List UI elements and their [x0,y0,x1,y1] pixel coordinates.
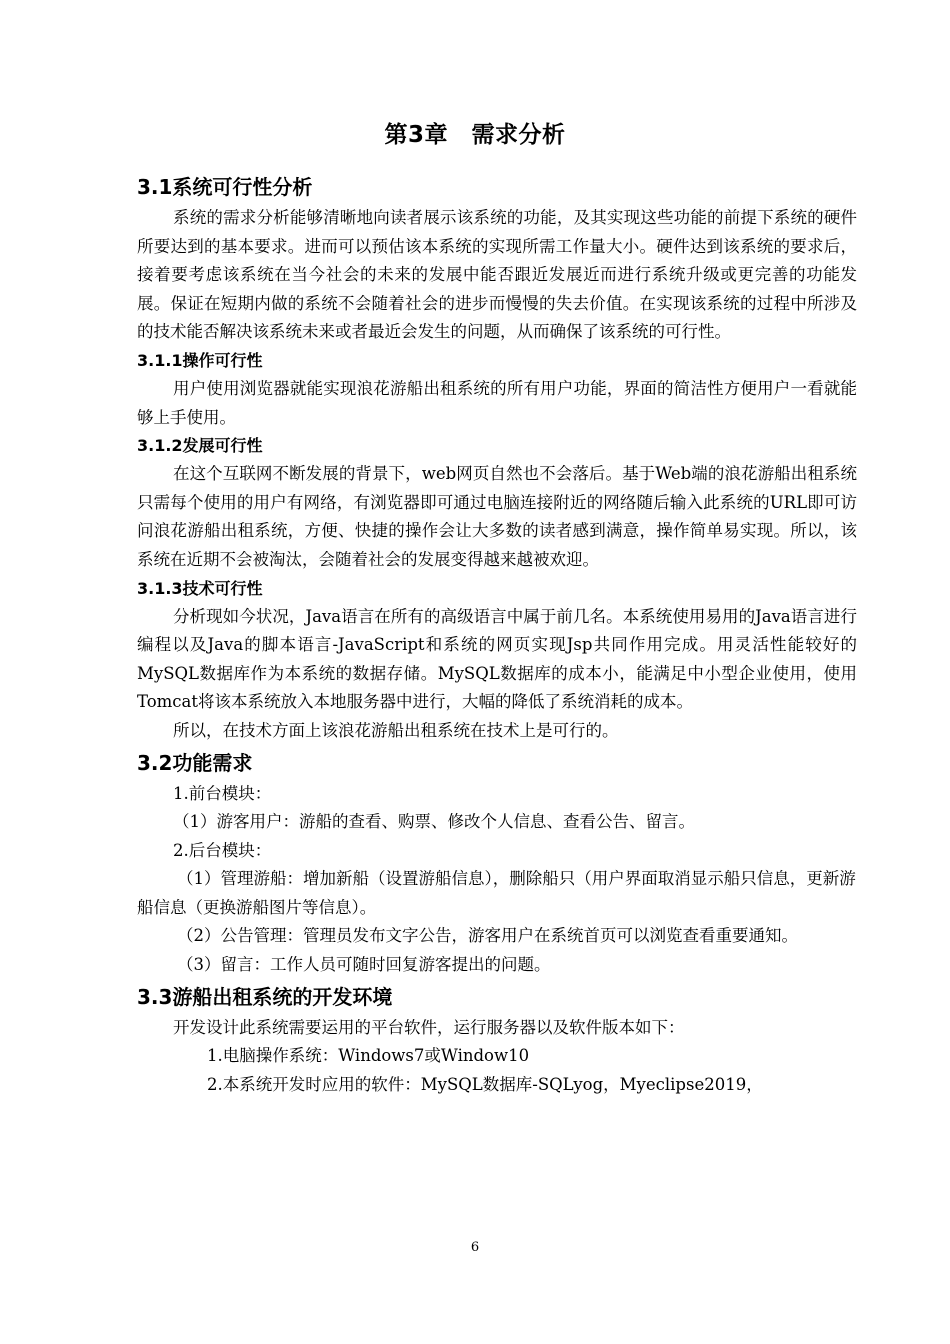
section-3-1-2-heading: 3.1.2发展可行性 [137,436,263,456]
back-module-item-2: （2）公告管理：管理员发布文字公告，游客用户在系统首页可以浏览查看重要通知。 [177,926,798,946]
section-3-1-3-heading: 3.1.3技术可行性 [137,578,263,598]
front-module-label: 1.前台模块： [173,783,272,803]
dev-env-item-2: 2.本系统开发时应用的软件：MySQL数据库-SQLyog，Myeclipse2019， [207,1074,763,1094]
chapter-title: 第3章 需求分析 [384,122,566,148]
section-3-2-heading: 3.2功能需求 [137,750,253,775]
back-module-label: 2.后台模块： [173,840,272,860]
section-3-1-paragraph: 系统的需求分析能够清晰地向读者展示该系统的功能，及其实现这些功能的前提下系统的硬件所要达到的基本要求。进而可以预估该本系统的实现所需工作量大小。硬件达到该系统的要求后，接着要考虑该系统在当今社会的未来的发展中能否跟近发展近而进行系统升级或更完善的功能发展。保证在短期内做的系统不会随着社会的进步而慢慢的失去价值。在实现该系统的过程中所涉及的技术能否解决该系统未来或者最近会发生的问题，从而确保了该系统的可行性。 [137,208,857,342]
section-3-1-1-heading: 3.1.1操作可行性 [137,350,263,370]
section-3-1-3-paragraph-2: 所以，在技术方面上该浪花游船出租系统在技术上是可行的。 [173,720,619,740]
section-3-1-2-paragraph: 在这个互联网不断发展的背景下，web网页自然也不会落后。基于Web端的浪花游船出租系统只需每个使用的用户有网络，有浏览器即可通过电脑连接附近的网络随后输入此系统的URL即可访问浪花游船出租系统，方便、快捷的操作会让大多数的读者感到满意，操作简单易实现。所以，该系统在近期不会被淘汰，会随着社会的发展变得越来越被欢迎。 [137,464,857,569]
page-content [137,170,857,1099]
page-number: 6 [470,1240,480,1255]
back-module-item-3: （3）留言：工作人员可随时回复游客提出的问题。 [177,955,551,975]
section-3-1-3-paragraph-1: 分析现如今状况，Java语言在所有的高级语言中属于前几名。本系统使用易用的Java语言进行编程以及Java的脚本语言-JavaScript和系统的网页实现Jsp共同作用完成。用灵活性能较好的MySQL数据库作为本系统的数据存储。MySQL数据库的成本小，能满足中小型企业使用，使用Tomcat将该本系统放入本地服务器中进行，大幅的降低了系统消耗的成本。 [137,606,857,712]
section-3-1-heading: 3.1系统可行性分析 [137,175,313,199]
section-3-3-heading: 3.3游船出租系统的开发环境 [137,984,393,1009]
back-module-item-1: （1）管理游船：增加新船（设置游船信息），删除船只（用户界面取消显示船只信息，更新游船信息（更换游船图片等信息）。 [137,869,856,917]
dev-env-item-1: 1.电脑操作系统：Windows7或Window10 [207,1046,530,1066]
section-3-3-paragraph: 开发设计此系统需要运用的平台软件，运行服务器以及软件版本如下： [173,1017,685,1037]
front-module-item-1: （1）游客用户：游船的查看、购票、修改个人信息、查看公告、留言。 [173,812,695,832]
section-3-1-1-paragraph: 用户使用浏览器就能实现浪花游船出租系统的所有用户功能，界面的简洁性方便用户一看就能够上手使用。 [137,378,857,427]
